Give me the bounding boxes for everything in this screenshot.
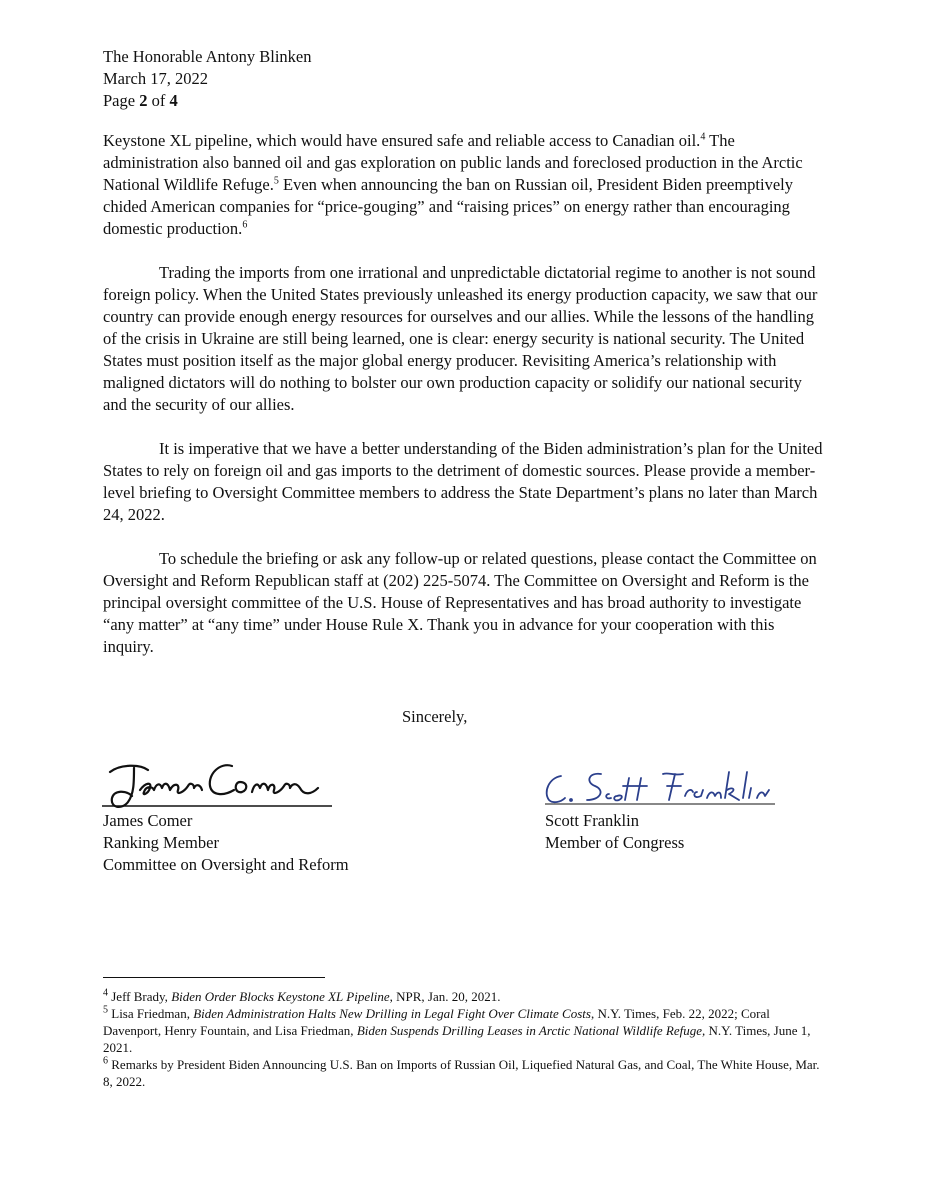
paragraph-4: To schedule the briefing or ask any follow-up or related questions, please contact the Committee on Oversight and Reform Republican staff at (202) 225-5074. The Committee on Oversight and Reform is the principal oversight committee of the U.S. House of Representatives and has broad authority to investigate “any matter” at “any time” under House Rule X. Thank you in advance for your cooperation with this inquiry. [103, 549, 817, 656]
signer-comer [103, 810, 349, 876]
footnote-ref-6: 6 [242, 219, 248, 231]
footnotes [103, 988, 823, 1090]
page-current: 2 [139, 91, 148, 110]
signer-franklin [545, 810, 684, 854]
signature-comer-image [100, 752, 340, 814]
paragraph-2: Trading the imports from one irrational and unpredictable dictatorial regime to another is not sound foreign policy. When the United States previously unleashed its energy production capacity, we saw that our country can provide enough energy resources for ourselves and our allies. While the lessons of the handling of the crisis in Ukraine are still being learned, one is clear: energy security is national security. The United States must position itself as the major global energy producer. Revisiting America’s relationship with maligned dictators will do nothing to bolster our own production capacity or solidify our national security and the security of our allies. [103, 263, 818, 414]
signer-name: James Comer [103, 811, 193, 830]
footnote-6: $^6$ Remarks by President Biden Announcing U.S. Ban on Imports of Russian Oil, Liquefied Natural Gas, and Coal, The White House, Mar. 8, 2022. [103, 1055, 820, 1089]
signer-org: Committee on Oversight and Reform [103, 855, 349, 874]
date-line: March 17, 2022 [103, 69, 208, 88]
recipient-line: The Honorable Antony Blinken [103, 47, 312, 66]
signer-name: Scott Franklin [545, 811, 639, 830]
paragraph-1: Keystone XL pipeline, which would have ensured safe and reliable access to Canadian oil.$^4$ The administration also banned oil and gas exploration on public lands and foreclosed production in the Arctic National Wildlife Refuge.$^5$ Even when announcing the ban on Russian oil, President Biden preemptively chided American companies for “price-gouging” and “raising prices” on energy rather than encouraging domestic production.$^6$ [103, 131, 803, 238]
letter-body [103, 130, 823, 680]
footnote-5: $^5$ Lisa Friedman, Biden Administration Halts New Drilling in Legal Fight Over Climate Costs, N.Y. Times, Feb. 22, 2022; Coral Davenport, Henry Fountain, and Lisa Friedman, Biden Suspends Drilling Leases in Arctic National Wildlife Refuge, N.Y. Times, June 1, 2021. [103, 1004, 811, 1055]
footnote-ref-5: 5 [273, 175, 279, 187]
signer-title: Member of Congress [545, 833, 685, 852]
closing-salutation: Sincerely, [402, 707, 468, 726]
footnote-4: $^4$ Jeff Brady, Biden Order Blocks Keystone XL Pipeline, NPR, Jan. 20, 2021. [103, 987, 501, 1004]
page-total: 4 [169, 91, 178, 110]
page-number-line: Page 2 of 4 [103, 91, 178, 110]
paragraph-3: It is imperative that we have a better understanding of the Biden administration’s plan for the United States to rely on foreign oil and gas imports to the detriment of domestic sources. Please provide a member-level briefing to Oversight Committee members to address the State Department’s plans no later than March 24, 2022. [103, 439, 823, 524]
footnote-ref-4: 4 [700, 131, 706, 143]
letter-header [103, 46, 312, 112]
signature-franklin-image [543, 766, 781, 810]
signer-title: Ranking Member [103, 833, 219, 852]
footnote-divider [103, 977, 325, 978]
